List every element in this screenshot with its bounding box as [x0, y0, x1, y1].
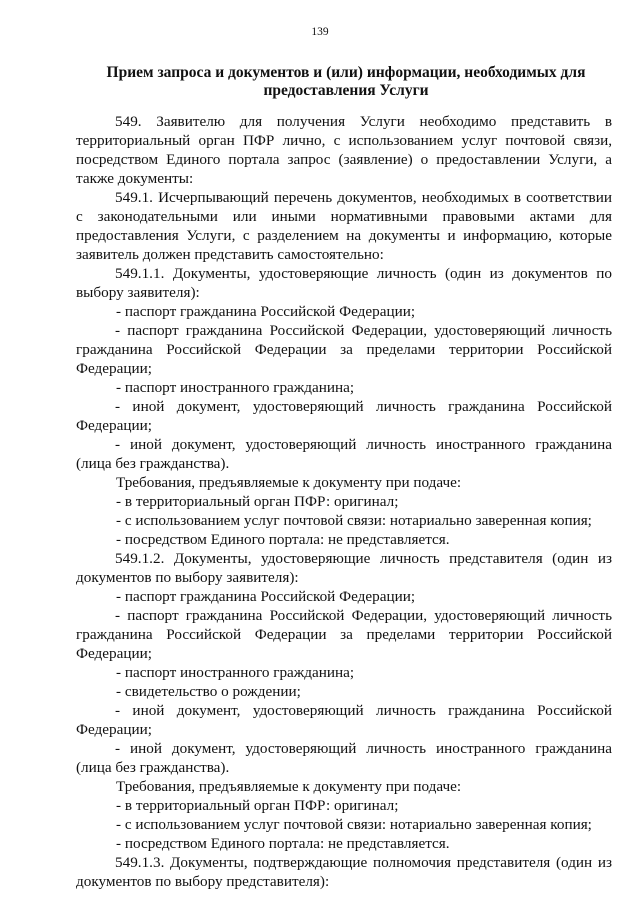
- requirements-heading: Требования, предъявляемые к документу при подаче:: [116, 778, 462, 795]
- paragraph-549-1-1: 549.1.1. Документы, удостоверяющие личность (один из документов по выбору заявителя):: [76, 265, 612, 301]
- list-item: - иной документ, удостоверяющий личность гражданина Российской Федерации;: [76, 398, 612, 434]
- page-number: 139: [311, 26, 329, 38]
- list-item: - паспорт гражданина Российской Федерации;: [116, 588, 416, 605]
- list-item: - паспорт иностранного гражданина;: [116, 664, 355, 681]
- list-item: - паспорт гражданина Российской Федерации;: [116, 303, 416, 320]
- requirement-item: - с использованием услуг почтовой связи: нотариально заверенная копия;: [116, 512, 592, 529]
- paragraph-549-1-2: 549.1.2. Документы, удостоверяющие личность представителя (один из документов по выбору заявителя):: [76, 550, 612, 586]
- requirement-item: - в территориальный орган ПФР: оригинал;: [116, 797, 399, 814]
- list-item: - паспорт гражданина Российской Федерации, удостоверяющий личность гражданина Российской Федерации за пределами территории Российской Федерации;: [76, 322, 612, 377]
- list-item: - иной документ, удостоверяющий личность иностранного гражданина (лица без гражданства).: [76, 740, 612, 776]
- document-body: [76, 112, 612, 891]
- list-item: - иной документ, удостоверяющий личность гражданина Российской Федерации;: [76, 702, 612, 738]
- requirement-item: - в территориальный орган ПФР: оригинал;: [116, 493, 399, 510]
- section-title: Прием запроса и документов и (или) информации, необходимых для предоставления Услуги: [106, 64, 586, 99]
- requirement-item: - посредством Единого портала: не представляется.: [116, 531, 450, 548]
- list-item: - свидетельство о рождении;: [116, 683, 301, 700]
- requirement-item: - с использованием услуг почтовой связи: нотариально заверенная копия;: [116, 816, 592, 833]
- requirements-heading: Требования, предъявляемые к документу при подаче:: [116, 474, 462, 491]
- paragraph-549-1: 549.1. Исчерпывающий перечень документов, необходимых в соответствии с законодательными или иными нормативными правовыми актами для предоставления Услуги, с разделением на документы и информацию, которые заявитель должен представить самостоятельно:: [76, 189, 612, 263]
- list-item: - иной документ, удостоверяющий личность иностранного гражданина (лица без гражданства).: [76, 436, 612, 472]
- paragraph-549-1-3: 549.1.3. Документы, подтверждающие полномочия представителя (один из документов по выбору представителя):: [76, 854, 612, 890]
- list-item: - паспорт гражданина Российской Федерации, удостоверяющий личность гражданина Российской Федерации за пределами территории Российской Федерации;: [76, 607, 612, 662]
- requirement-item: - посредством Единого портала: не представляется.: [116, 835, 450, 852]
- paragraph-549: 549. Заявителю для получения Услуги необходимо представить в территориальный орган ПФР лично, с использованием услуг почтовой связи, посредством Единого портала запрос (заявление) о предоставлении Услуги, а также документы:: [76, 113, 612, 187]
- list-item: - паспорт иностранного гражданина;: [116, 379, 355, 396]
